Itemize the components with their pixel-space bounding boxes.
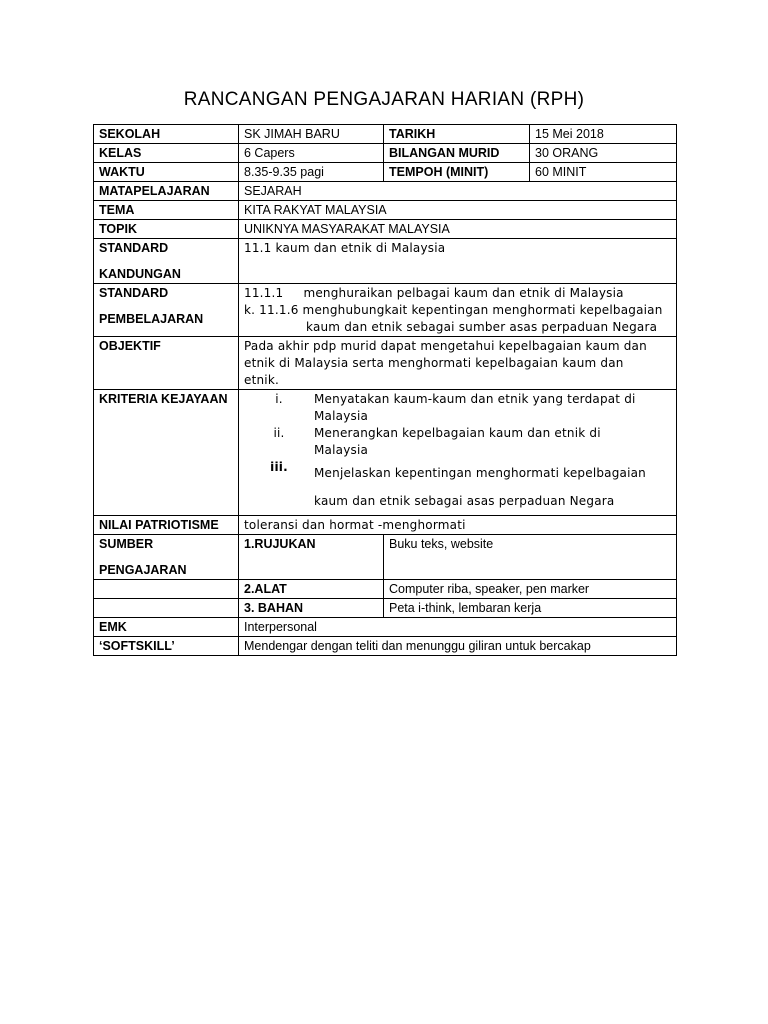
label-objektif: OBJEKTIF: [94, 337, 239, 390]
value-topik: UNIKNYA MASYARAKAT MALAYSIA: [239, 220, 677, 239]
kriteria-text: Menjelaskan kepentingan menghormati kepelbagaian: [314, 466, 646, 480]
row-sumber-bahan: [94, 599, 677, 618]
value-standard-kandungan: 11.1 kaum dan etnik di Malaysia: [239, 239, 677, 284]
row-sekolah: [94, 125, 677, 144]
objektif-line1: Pada akhir pdp murid dapat mengetahui kepelbagaian kaum dan: [244, 339, 647, 353]
kriteria-num: ii.: [273, 426, 285, 440]
list-item: [244, 391, 671, 425]
row-sumber-alat: [94, 580, 677, 599]
value-standard-pembelajaran: [239, 284, 677, 337]
value-softskill: Mendengar dengan teliti dan menunggu giliran untuk bercakap: [239, 637, 677, 656]
label-standard-pembelajaran: [94, 284, 239, 337]
kriteria-text: Menyatakan kaum-kaum dan etnik yang terdapat di: [314, 392, 636, 406]
empty-cell: [94, 599, 239, 618]
sp-line1: [244, 285, 671, 302]
label-standard-kandungan: [94, 239, 239, 284]
page-title: RANCANGAN PENGAJARAN HARIAN (RPH): [183, 89, 585, 110]
kriteria-text: Menerangkan kepelbagaian kaum dan etnik di: [314, 426, 601, 440]
rph-table: [93, 124, 677, 656]
label-tempoh: TEMPOH (MINIT): [384, 163, 530, 182]
label-matapelajaran: MATAPELAJARAN: [94, 182, 239, 201]
sumber-value-bahan: Peta i-think, lembaran kerja: [384, 599, 677, 618]
value-nilai-patriotisme: toleransi dan hormat -menghormati: [239, 516, 677, 535]
value-matapelajaran: SEJARAH: [239, 182, 677, 201]
row-objektif: [94, 337, 677, 390]
sp-line1-code: 11.1.1: [244, 286, 284, 300]
value-kriteria-kejayaan: [239, 390, 677, 516]
sumber-key-bahan: 3. BAHAN: [239, 599, 384, 618]
label-tema: TEMA: [94, 201, 239, 220]
value-tema: KITA RAKYAT MALAYSIA: [239, 201, 677, 220]
sumber-value-rujukan: Buku teks, website: [384, 535, 677, 580]
label-sumber-line2: PENGAJARAN: [99, 563, 187, 577]
row-sumber-rujukan: [94, 535, 677, 580]
row-emk: [94, 618, 677, 637]
empty-cell: [94, 580, 239, 599]
objektif-line2: etnik di Malaysia serta menghormati kepelbagaian kaum dan: [244, 356, 624, 370]
row-tema: [94, 201, 677, 220]
sp-line2: k. 11.1.6 menghubungkait kepentingan menghormati kepelbagaian: [244, 303, 663, 317]
objektif-line3: etnik.: [244, 373, 279, 387]
kriteria-list: [244, 391, 671, 515]
kriteria-text-cont: Malaysia: [314, 443, 369, 457]
row-kelas: [94, 144, 677, 163]
kriteria-text-cont: Malaysia: [314, 409, 369, 423]
label-bilangan-murid: BILANGAN MURID: [384, 144, 530, 163]
value-tempoh: 60 MINIT: [530, 163, 677, 182]
value-objektif: [239, 337, 677, 390]
value-bilangan-murid: 30 ORANG: [530, 144, 677, 163]
label-standard-kandungan-line1: STANDARD: [99, 241, 169, 255]
label-tarikh: TARIKH: [384, 125, 530, 144]
value-waktu: 8.35-9.35 pagi: [239, 163, 384, 182]
label-sekolah: SEKOLAH: [94, 125, 239, 144]
sumber-key-rujukan: 1.RUJUKAN: [239, 535, 384, 580]
label-softskill: ‘SOFTSKILL’: [94, 637, 239, 656]
kriteria-text-cont: kaum dan etnik sebagai asas perpaduan Negara: [314, 494, 615, 508]
kriteria-num: iii.: [270, 460, 288, 474]
label-kelas: KELAS: [94, 144, 239, 163]
row-standard-pembelajaran: [94, 284, 677, 337]
value-kelas: 6 Capers: [239, 144, 384, 163]
list-item: [244, 459, 671, 515]
label-nilai-patriotisme: NILAI PATRIOTISME: [94, 516, 239, 535]
label-standard-kandungan-line2: KANDUNGAN: [99, 267, 181, 281]
value-emk: Interpersonal: [239, 618, 677, 637]
value-sekolah: SK JIMAH BARU: [239, 125, 384, 144]
row-standard-kandungan: [94, 239, 677, 284]
label-emk: EMK: [94, 618, 239, 637]
label-topik: TOPIK: [94, 220, 239, 239]
value-tarikh: 15 Mei 2018: [530, 125, 677, 144]
row-waktu: [94, 163, 677, 182]
label-sumber-pengajaran: [94, 535, 239, 580]
label-standard-pembelajaran-line1: STANDARD: [99, 286, 169, 300]
label-waktu: WAKTU: [94, 163, 239, 182]
row-softskill: [94, 637, 677, 656]
row-matapelajaran: [94, 182, 677, 201]
label-standard-pembelajaran-line2: PEMBELAJARAN: [99, 312, 204, 326]
kriteria-num: i.: [275, 392, 283, 406]
list-item: [244, 425, 671, 459]
row-topik: [94, 220, 677, 239]
sumber-key-alat: 2.ALAT: [239, 580, 384, 599]
row-kriteria-kejayaan: [94, 390, 677, 516]
row-nilai-patriotisme: [94, 516, 677, 535]
sp-line3: kaum dan etnik sebagai sumber asas perpaduan Negara: [306, 320, 658, 334]
label-kriteria-kejayaan: KRITERIA KEJAYAAN: [94, 390, 239, 516]
sumber-value-alat: Computer riba, speaker, pen marker: [384, 580, 677, 599]
label-sumber-line1: SUMBER: [99, 537, 154, 551]
sp-line1-text: menghuraikan pelbagai kaum dan etnik di Malaysia: [303, 286, 624, 300]
